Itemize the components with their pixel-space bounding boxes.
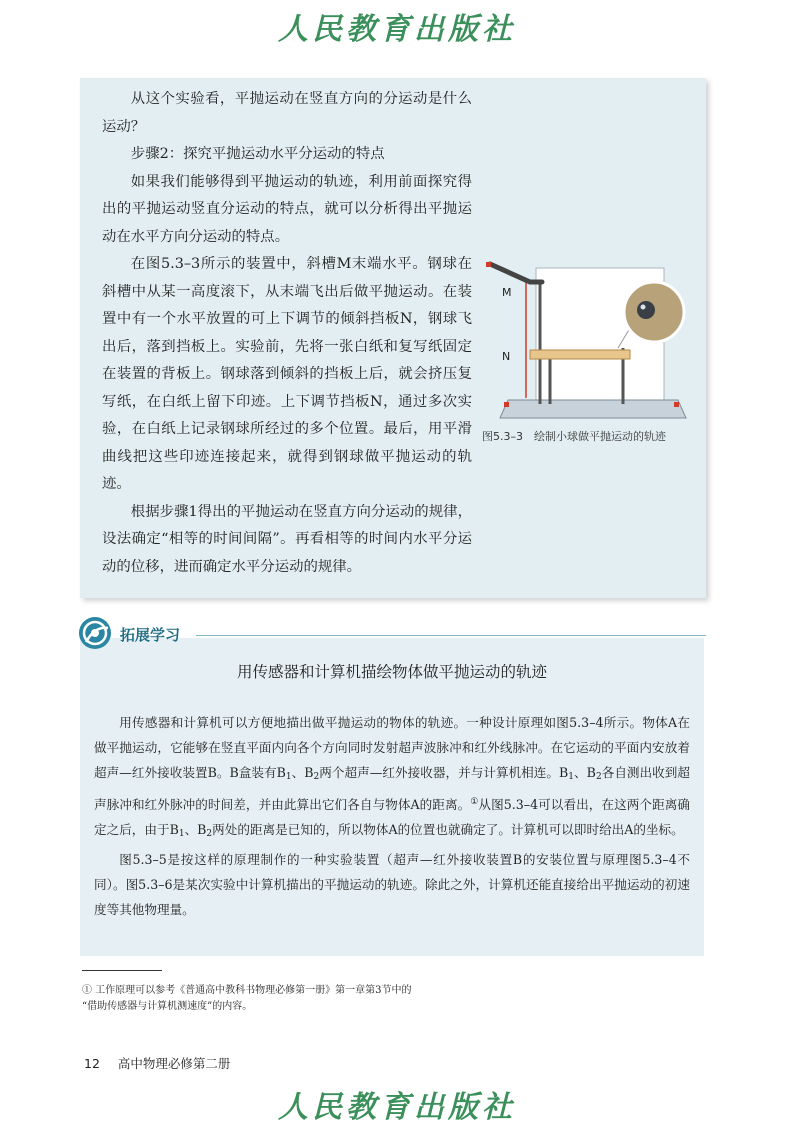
page-footer	[84, 1054, 230, 1072]
paragraph-apparatus: 在图5.3–3所示的装置中，斜槽M末端水平。钢球在斜槽中从某一高度滚下，从末端飞出后做平抛运动。在装置中有一个水平放置的可上下调节的倾斜挡板N，钢球飞出后，落到挡板上。实验前，先将一张白纸和复写纸固定在装置的背板上。钢球落到倾斜的挡板上后，就会挤压复写纸，在白纸上留下印迹。上下调节挡板N，通过多次实验，在白纸上记录钢球所经过的多个位置。最后，用平滑曲线把这些印迹连接起来，就得到钢球做平抛运动的轨迹。	[102, 256, 472, 492]
footnote-rule	[82, 970, 162, 971]
paragraph-conclusion: 根据步骤1得出的平抛运动在竖直方向分运动的规律，设法确定“相等的时间间隔”。再看相等的时间内水平分运动的位移，进而确定水平分运动的规律。	[102, 503, 472, 575]
extension-section-label: 拓展学习	[120, 626, 181, 644]
footnote	[82, 983, 642, 1015]
extension-divider	[196, 635, 706, 636]
chute-m	[490, 264, 542, 282]
main-text-column	[102, 86, 472, 581]
footnote-line-2: “借助传感器与计算机测速度”的内容。	[82, 1001, 253, 1012]
extension-title: 用传感器和计算机描绘物体做平抛运动的轨迹	[236, 663, 547, 681]
page-number: 12	[84, 1056, 100, 1071]
extension-body	[94, 710, 690, 922]
extension-paragraph-1: 用传感器和计算机可以方便地描出做平抛运动的物体的轨迹。一种设计原理如图5.3–4所示。物体A在做平抛运动，它能够在竖直平面内向各个方向同时发射超声波脉冲和红外线脉冲。在它运动的平面内安放着超声—红外接收装置B。B盒装有$B_1$、$B_2$两个超声—红外接收器，并与计算机相连。$B_1$、$B_2$各自测出收到超声脉冲和红外脉冲的时间差，并由此算出它们各自与物体A的距离。①从图5.3–4可以看出，在这两个距离确定之后，由于$B_1$、$B_2$两处的距离是已知的，所以物体A的位置也就确定了。计算机可以即时给出A的坐标。	[94, 715, 691, 839]
publisher-logo-bottom: 人民教育出版社	[278, 1090, 516, 1125]
extension-header	[78, 616, 706, 656]
extension-box	[80, 638, 704, 956]
main-content-box	[80, 78, 706, 598]
paragraph-intro: 如果我们能够得到平抛运动的轨迹，利用前面探究得出的平抛运动竖直分运动的特点，就可以分析得出平抛运动在水平方向分运动的特点。	[102, 173, 472, 245]
baffle-n	[530, 350, 630, 359]
apparatus-figure	[478, 248, 688, 448]
book-title: 高中物理必修第二册	[117, 1056, 231, 1071]
figure-caption: 图5.3–3 绘制小球做平抛运动的轨迹	[482, 430, 666, 443]
publisher-logo-top: 人民教育出版社	[278, 12, 516, 47]
extension-paragraph-2: 图5.3–5是按这样的原理制作的一种实验装置（超声—红外接收装置B的安装位置与原理图5.3–4不同）。图5.3–6是某次实验中计算机描出的平抛运动的轨迹。除此之外，计算机还能直接给出平抛运动的初速度等其他物理量。	[94, 852, 690, 917]
steel-ball	[637, 301, 655, 319]
paragraph-step2-heading: 步骤2：探究平抛运动水平分运动的特点	[130, 146, 385, 162]
base-plate	[500, 400, 686, 418]
footnote-marker: ①	[470, 797, 479, 807]
label-n: N	[502, 350, 511, 363]
extension-learning-icon	[78, 616, 112, 650]
label-m: M	[502, 286, 512, 299]
footnote-line-1: ① 工作原理可以参考《普通高中教科书物理必修第一册》第一章第3节中的	[82, 985, 412, 996]
paragraph-question: 从这个实验看，平抛运动在竖直方向的分运动是什么运动？	[102, 91, 472, 135]
